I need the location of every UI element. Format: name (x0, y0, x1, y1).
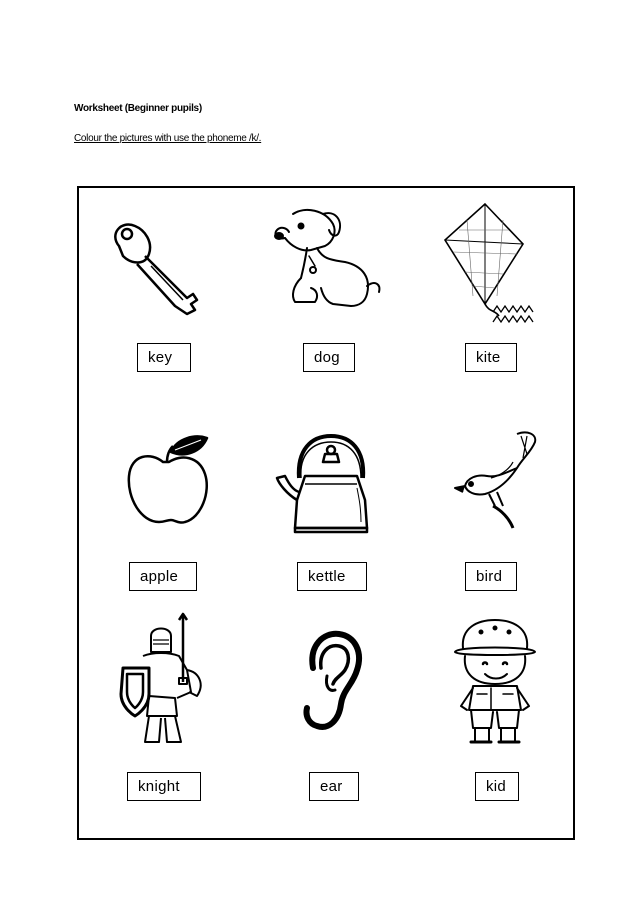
kid-icon (451, 618, 541, 748)
word-label-kite: kite (465, 343, 517, 372)
key-icon (109, 216, 209, 316)
apple-icon (123, 434, 213, 529)
knight-icon (113, 612, 218, 747)
word-label-apple: apple (129, 562, 197, 591)
worksheet-instruction: Colour the pictures with use the phoneme /k/. (74, 133, 262, 144)
kettle-icon (275, 428, 385, 538)
word-label-dog: dog (303, 343, 355, 372)
worksheet-title: Worksheet (Beginner pupils) (74, 103, 202, 114)
word-label-key: key (137, 343, 191, 372)
ear-icon (299, 628, 364, 733)
picture-frame (77, 186, 575, 840)
word-label-kid: kid (475, 772, 519, 801)
word-label-knight: knight (127, 772, 201, 801)
word-label-bird: bird (465, 562, 517, 591)
dog-icon (271, 206, 386, 321)
bird-icon (451, 428, 546, 533)
word-label-ear: ear (309, 772, 359, 801)
word-label-kettle: kettle (297, 562, 367, 591)
kite-icon (437, 200, 557, 325)
